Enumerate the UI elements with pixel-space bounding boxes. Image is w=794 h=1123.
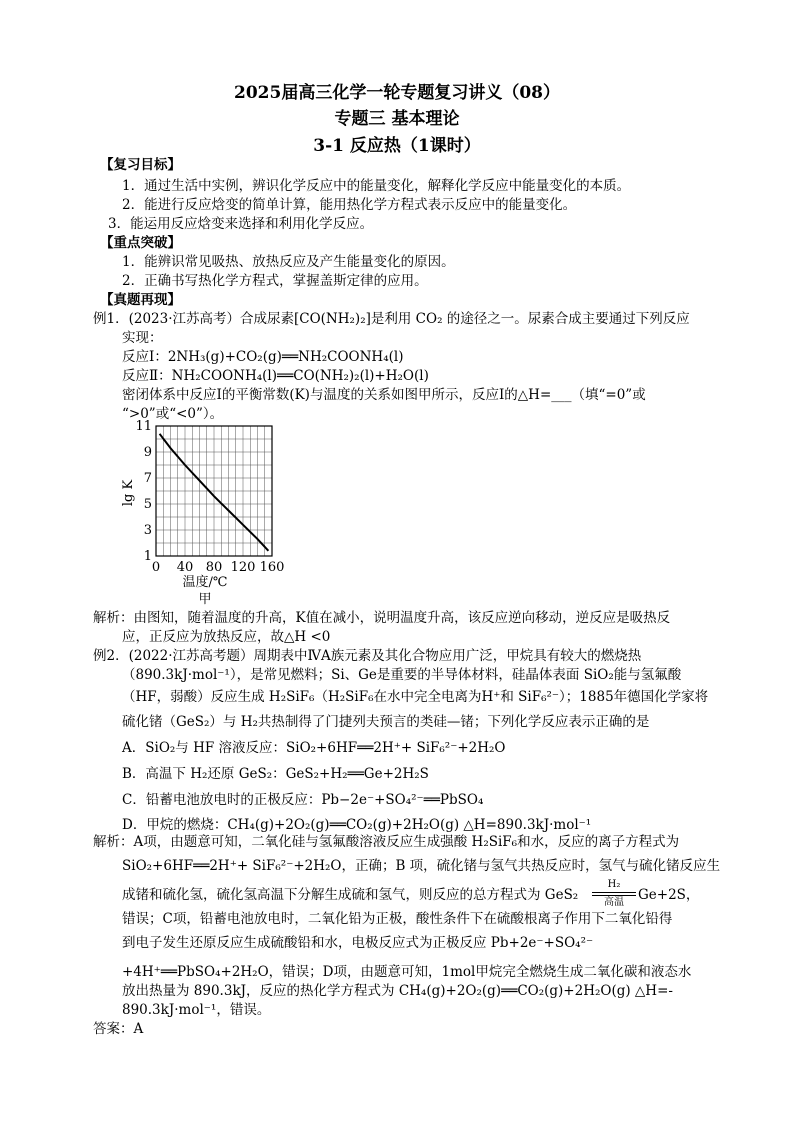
x-tick-label: 160 [259,560,285,575]
example2-analysis: +4H⁺══PbSO₄+2H₂O，错误；D项，由题意可知，1mol甲烷完全燃烧生成二氧化碳和液态水 [122,964,692,980]
arrow-condition-top: H₂ [607,879,621,890]
example2-analysis: SiO₂+6HF══2H⁺+ SiF₆²⁻+2H₂O，正确；B 项，硫化锗与氢气共热反应时，氢气与硫化锗反应生 [122,858,721,874]
example1-question: 密闭体系中反应Ⅰ的平衡常数(K)与温度的关系如图甲所示，反应Ⅰ的△H=___（填“=0”或 [122,387,646,403]
example2-analysis: 成锗和硫化氢，硫化氢高温下分解生成硫和氢气，则反应的总方程式为 GeS₂ [122,887,579,903]
option-c: C．铅蓄电池放电时的正极反应：Pb−2e⁻+SO₄²⁻══PbSO₄ [122,792,484,808]
option-b: B．高温下 H₂还原 GeS₂：GeS₂+H₂══Ge+2H₂S [122,766,429,782]
option-a: A．SiO₂与 HF 溶液反应：SiO₂+6HF══2H⁺+ SiF₆²⁻+2H₂O [122,740,506,756]
y-tick-label: 7 [143,471,152,486]
y-tick-label: 5 [143,497,152,512]
example1-line: 实现： [122,330,163,346]
example1-question: “>0”或“<0”）。 [122,406,224,422]
x-tick-label: 0 [151,560,161,575]
example2-line: （890.3kJ·mol⁻¹），是常见燃料；Si、Ge是重要的半导体材料，硅晶体表面 SiO₂能与氢氟酸 [122,667,682,683]
equals-arrow [592,892,636,896]
lgk-temperature-chart [120,418,300,608]
example1-analysis: 解析：由图知，随着温度的升高，K值在减小，说明温度升高，该反应逆向移动，逆反应是吸热反 [93,610,671,626]
key-points-heading: 【重点突破】 [100,235,181,251]
x-tick-label: 80 [205,560,223,575]
review-goals-heading: 【复习目标】 [100,157,181,173]
real-exam-heading: 【真题再现】 [100,292,181,308]
section-title: 3-1 反应热（1课时） [313,136,481,156]
option-d: D．甲烷的燃烧：CH₄(g)+2O₂(g)══CO₂(g)+2H₂O(g) △H=890.3kJ·mol⁻¹ [122,817,592,833]
example2-analysis: 到电子发生还原反应生成硫酸铅和水，电极反应式为正极反应 Pb+2e⁻+SO₄²⁻ [122,935,594,951]
review-goal-item: 1．通过生活中实例，辨识化学反应中的能量变化，解释化学反应中能量变化的本质。 [122,178,631,194]
example2-analysis: 890.3kJ·mol⁻¹，错误。 [122,1002,271,1018]
example2-line: 硫化锗（GeS₂）与 H₂共热制得了门捷列夫预言的类硅—锗；下列化学反应表示正确的是 [122,714,650,730]
y-tick-label: 1 [143,549,152,564]
reaction-1: 反应Ⅰ：2NH₃(g)+CO₂(g)══NH₂COONH₄(l) [122,349,404,365]
y-tick-label: 11 [135,419,152,434]
example2-line: （HF，弱酸）反应生成 H₂SiF₆（H₂SiF₆在水中完全电离为H⁺和 SiF₆²⁻）；1885年德国化学家将 [122,689,709,705]
review-goal-item: 2．能进行反应焓变的简单计算，能用热化学方程式表示反应中的能量变化。 [122,197,577,213]
arrow-condition-bottom: 高温 [604,897,624,908]
example2-line: 例2．(2022·江苏高考题）周期表中ⅣA族元素及其化合物应用广泛，甲烷具有较大的燃烧热 [93,648,642,664]
example1-analysis: 应，正反应为放热反应，故△H <0 [122,629,331,645]
example2-analysis: 解析：A项，由题意可知，二氧化硅与氢氟酸溶液反应生成强酸 H₂SiF₆和水，反应的离子方程式为 [93,834,680,850]
x-tick-label: 120 [230,560,256,575]
y-tick-label: 9 [143,445,152,460]
y-axis-label: lg K [121,479,136,507]
page-subtitle: 专题三 基本理论 [334,109,460,129]
answer: 答案：A [93,1021,144,1037]
review-goal-item: 3．能运用反应焓变来选择和利用化学反应。 [108,216,374,232]
example1-line: 例1．(2023·江苏高考）合成尿素[CO(NH₂)₂]是利用 CO₂ 的途径之一。尿素合成主要通过下列反应 [93,311,690,327]
example2-analysis: Ge+2S， [638,887,700,903]
example2-analysis: 放出热量为 890.3kJ，反应的热化学方程式为 CH₄(g)+2O₂(g)══CO₂(g)+2H₂O(g) △H=- [122,983,673,999]
example2-analysis: 错误；C项，铅蓄电池放电时，二氧化铅为正极，酸性条件下在硫酸根离子作用下二氧化铅得 [122,911,673,927]
x-axis-label: 温度/℃ [182,575,228,590]
key-point-item: 2．正确书写热化学方程式，掌握盖斯定律的应用。 [122,273,428,289]
x-tick-label: 40 [176,560,194,575]
key-point-item: 1．能辨识常见吸热、放热反应及产生能量变化的原因。 [122,254,455,270]
y-tick-label: 3 [143,523,152,538]
chart-caption: 甲 [198,592,212,607]
reaction-2: 反应Ⅱ：NH₂COONH₄(l)══CO(NH₂)₂(l)+H₂O(l) [122,368,429,384]
page-title: 2025届高三化学一轮专题复习讲义（08） [234,83,560,103]
